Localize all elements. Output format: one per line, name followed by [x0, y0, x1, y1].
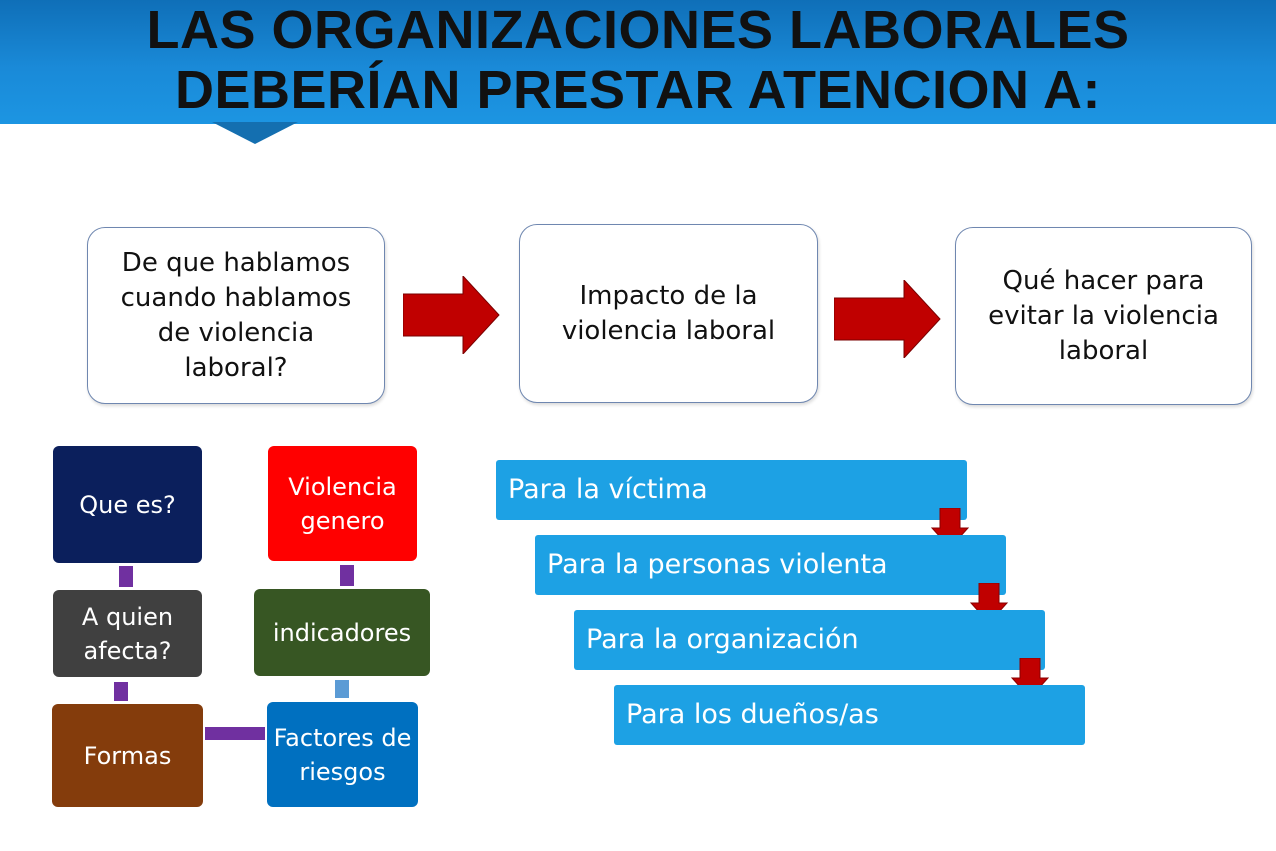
node-que-es-label: Que es? — [79, 490, 176, 519]
node-a-quien-afecta-label: A quien afecta? — [81, 602, 174, 665]
node-que-es — [53, 446, 202, 563]
flow-box-impact-label: Impacto de la violencia laboral — [561, 280, 776, 346]
node-violencia-genero-label: Violencia genero — [288, 472, 397, 535]
connector — [114, 682, 128, 701]
flow-box-prevention-label: Qué hacer para evitar la violencia laboral — [988, 265, 1219, 366]
step-duenos — [614, 685, 1085, 745]
flow-box-prevention — [955, 227, 1252, 405]
connector — [335, 680, 349, 698]
flow-box-definition — [87, 227, 385, 404]
step-victima-label: Para la víctima — [508, 473, 708, 505]
step-persona-violenta — [535, 535, 1006, 595]
connector — [119, 566, 133, 587]
right-arrow-icon — [403, 276, 503, 354]
node-factores-riesgos — [267, 702, 418, 807]
node-a-quien-afecta — [53, 590, 202, 677]
page-title — [0, 0, 1276, 120]
step-victima — [496, 460, 967, 520]
right-arrow-icon — [834, 280, 944, 358]
node-formas-label: Formas — [83, 741, 172, 770]
banner-notch — [212, 122, 298, 144]
connector — [205, 727, 265, 740]
node-violencia-genero — [268, 446, 417, 561]
step-organizacion — [574, 610, 1045, 670]
step-persona-violenta-label: Para la personas violenta — [547, 548, 888, 580]
flow-box-definition-label: De que hablamos cuando hablamos de violencia laboral? — [120, 247, 352, 383]
title-line-2: DEBERÍAN PRESTAR ATENCION A: — [174, 60, 1101, 120]
node-indicadores — [254, 589, 430, 676]
step-duenos-label: Para los dueños/as — [626, 698, 879, 730]
node-indicadores-label: indicadores — [272, 618, 412, 647]
connector — [340, 565, 354, 586]
flow-box-impact — [519, 224, 818, 403]
step-organizacion-label: Para la organización — [586, 623, 859, 655]
node-formas — [52, 704, 203, 807]
title-line-1: LAS ORGANIZACIONES LABORALES — [146, 0, 1130, 60]
node-factores-riesgos-label: Factores de riesgos — [273, 723, 412, 786]
